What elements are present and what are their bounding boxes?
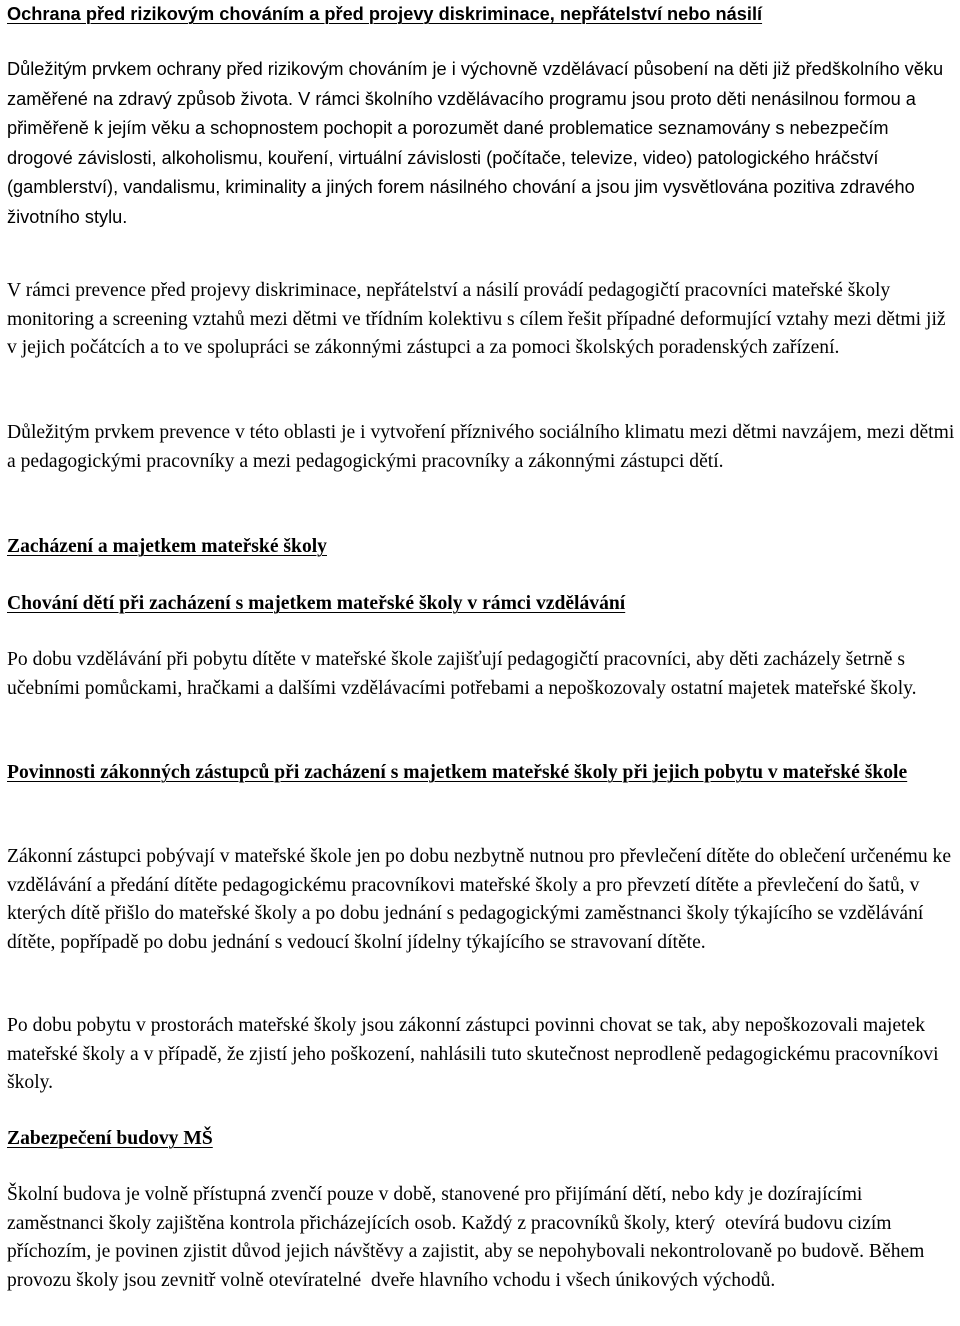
- paragraph-parents-property: Po dobu pobytu v prostorách mateřské školy jsou zákonní zástupci povinni chovat se tak, aby nepoškozovali majetek mateřské školy a v případě, že zjistí jeho poškození, nahlásili tuto skutečnost neprodleně pedagogickému pracovníkovi školy.: [7, 1015, 939, 1094]
- paragraph-parents-presence: Zákonní zástupci pobývají v mateřské škole jen po dobu nezbytně nutnou pro převlečení dítěte do oblečení určenému ke vzdělávání a předání dítěte pedagogickému pracovníkovi mateřské školy a pro převzetí dítěte a převlečení do šatů, v kterých dítě přišlo do mateřské školy a po dobu jednání s pedagogickými zaměstnanci školy týkajícího se vzdělávání dítěte, popřípadě po dobu jednání s vedoucí školní jídelny týkajícího se stravovaní dítěte.: [7, 846, 952, 953]
- paragraph-children-property: Po dobu vzdělávání při pobytu dítěte v mateřské škole zajišťují pedagogičtí pracovníci, aby děti zacházely šetrně s učebními pomůckami, hračkami a dalšími vzdělávacími potřebami a nepoškozovaly ostatní majetek mateřské školy.: [7, 649, 917, 699]
- paragraph-risk-prevention-body: V rámci školního vzdělávacího programu jsou proto děti nenásilnou formou a přiměřeně k jejím věku a schopnostem pochopit a porozumět dané problematice seznamovány s nebezpečím drogové závislosti, alkoholismu, kouření, virtuální závislosti (počítače, televize, video) patologického hráčství (gamblerství), vandalismu, kriminality a jiných forem násilného chování a jsou jim vysvětlována pozitiva zdravého životního stylu.: [7, 88, 916, 227]
- paragraph-building-security: Školní budova je volně přístupná zvenčí pouze v době, stanovené pro přijímání dětí, nebo kdy je dozírajícími zaměstnanci školy zajištěna kontrola přicházejících osob. Každý z pracovníků školy, který otevírá budovu cizím příchozím, je povinen zjistit důvod jejich návštěvy a zajistit, aby se nepohybovali nekontrolovaně po budově. Během provozu školy jsou zevnitř volně otevíratelné dveře hlavního vchodu i všech únikových východů.: [7, 1184, 930, 1291]
- section-heading-parents-duties: Povinnosti zákonných zástupců při zacházení s majetkem mateřské školy při jejich pobytu v mateřské škole: [7, 762, 908, 783]
- paragraph-risk-prevention-intro: Důležitým prvkem ochrany před rizikovým chováním je i výchovně vzdělávací působení na děti již předškolního věku zaměřené na zdravý způsob života.: [7, 59, 944, 109]
- section-heading-building-security: Zabezpečení budovy MŠ: [7, 1128, 213, 1149]
- paragraph-social-climate: Důležitým prvkem prevence v této oblasti je i vytvoření příznivého sociálního klimatu mezi dětmi navzájem, mezi dětmi a pedagogickými pracovníky a mezi pedagogickými pracovníky a zákonnými zástupci dětí.: [7, 422, 955, 472]
- section-heading-risk-behavior: Ochrana před rizikovým chováním a před projevy diskriminace, nepřátelství nebo násilí: [7, 4, 763, 24]
- paragraph-risk-prevention: [7, 55, 957, 233]
- section-heading-children-behavior: Chování dětí při zacházení s majetkem mateřské školy v rámci vzdělávání: [7, 593, 626, 614]
- paragraph-discrimination-prevention: V rámci prevence před projevy diskriminace, nepřátelství a násilí provádí pedagogičtí pracovníci mateřské školy monitoring a screening vztahů mezi dětmi ve třídním kolektivu s cílem řešit případné deformující vztahy mezi dětmi již v jejich počátcích a to ve spolupráci se zákonnými zástupci a za pomoci školských poradenských zařízení.: [7, 280, 946, 359]
- section-heading-property-handling: Zacházení a majetkem mateřské školy: [7, 536, 327, 557]
